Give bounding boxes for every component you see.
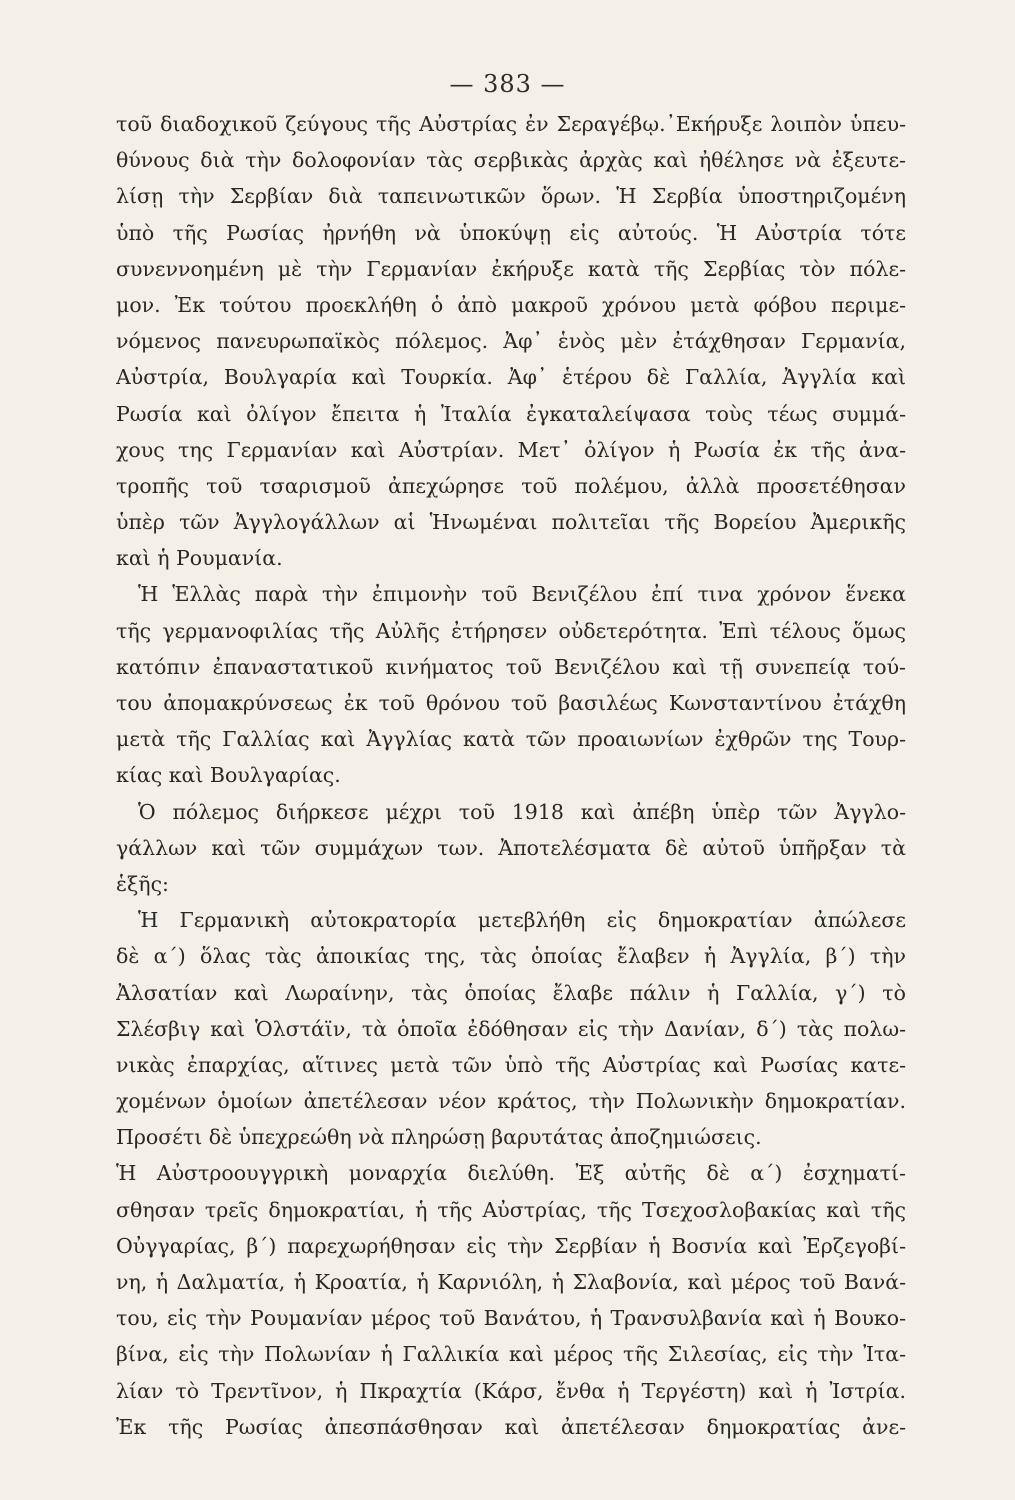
text-line: θύνους διὰ τὴν δολοφονίαν τὰς σερβικὰς ἀρχὰς καὶ ἠθέλησε νὰ ἐξευτε- (116, 148, 906, 173)
text-line: Ἐκ τῆς Ρωσίας ἀπεσπάσθησαν καὶ ἀπετέλεσαν δημοκρατίας ἀνε- (116, 1414, 906, 1439)
text-line: κίας καὶ Βουλγαρίας. (116, 763, 341, 788)
text-line: Οὐγγαρίας, β΄) παρεχωρήθησαν εἰς τὴν Σερβίαν ἡ Βοσνία καὶ Ἐρζεγοβί- (116, 1233, 906, 1258)
text-line: γάλλων καὶ τῶν συμμάχων των. Ἀποτελέσματα δὲ αὐτοῦ ὑπῆρξαν τὰ (116, 835, 906, 860)
text-line: νη, ἡ Δαλματία, ἡ Κροατία, ἡ Καρνιόλη, ἡ Σλαβονία, καὶ μέρος τοῦ Βανά- (116, 1270, 906, 1294)
text-line: δὲ α΄) ὅλας τὰς ἀποικίας της, τὰς ὁποίας ἔλαβεν ἡ Ἀγγλία, β΄) τὴν (116, 944, 906, 969)
text-line: Αὐστρία, Βουλγαρία καὶ Τουρκία. Ἀφ᾿ ἑτέρου δὲ Γαλλία, Ἀγγλία καὶ (116, 365, 906, 390)
text-line: Ἡ Αὐστροουγγρικὴ μοναρχία διελύθη. Ἐξ αὐτῆς δὲ α΄) ἐσχηματί- (116, 1161, 906, 1186)
text-line: τροπῆς τοῦ τσαρισμοῦ ἀπεχώρησε τοῦ πολέμου, ἀλλὰ προσετέθησαν (116, 473, 906, 498)
text-line: Ἡ Ἑλλὰς παρὰ τὴν ἐπιμονὴν τοῦ Βενιζέλου ἐπί τινα χρόνον ἕνεκα (138, 582, 906, 607)
text-line: χομένων ὁμοίων ἀπετέλεσαν νέον κράτος, τὴν Πολωνικὴν δημοκρατίαν. (116, 1089, 906, 1114)
text-line: ὑπὲρ τῶν Ἀγγλογάλλων αἱ Ἡνωμέναι πολιτεῖαι τῆς Βορείου Ἀμερικῆς (116, 510, 906, 535)
page-number: — 383 — (449, 70, 566, 98)
text-line: ὑπὸ τῆς Ρωσίας ἠρνήθη νὰ ὑποκύψῃ εἰς αὐτούς. Ἡ Αὐστρία τότε (116, 220, 906, 245)
text-line: Ρωσία καὶ ὀλίγον ἔπειτα ἡ Ἰταλία ἐγκαταλείψασα τοὺς τέως συμμά- (116, 401, 906, 426)
text-line: συνεννοημένη μὲ τὴν Γερμανίαν ἐκήρυξε κατὰ τῆς Σερβίας τὸν πόλε- (116, 256, 906, 281)
text-line: λίσῃ τὴν Σερβίαν διὰ ταπεινωτικῶν ὅρων. Ἡ Σερβία ὑποστηριζομένη (116, 184, 906, 209)
text-line: του, εἰς τὴν Ρουμανίαν μέρος τοῦ Βανάτου, ἡ Τρανσυλβανία καὶ ἡ Βουκο- (116, 1306, 906, 1331)
text-line: τοῦ διαδοχικοῦ ζεύγους τῆς Αὐστρίας ἐν Σεραγέβῳ.᾿Εκήρυξε λοιπὸν ὑπευ- (116, 112, 906, 136)
text-line: του ἀπομακρύνσεως ἐκ τοῦ θρόνου τοῦ βασιλέως Κωνσταντίνου ἐτάχθη (116, 691, 906, 715)
text-line: Σλέσβιγ καὶ Ὁλστάϊν, τὰ ὁποῖα ἐδόθησαν εἰς τὴν Δανίαν, δ΄) τὰς πολω- (116, 1016, 906, 1041)
text-line: ἑξῆς: (116, 871, 169, 896)
text-line: τῆς γερμανοφιλίας τῆς Αὐλῆς ἐτήρησεν οὐδετερότητα. Ἐπὶ τέλους ὅμως (116, 618, 906, 643)
text-line: νόμενος πανευρωπαϊκὸς πόλεμος. Ἀφ᾿ ἑνὸς μὲν ἐτάχθησαν Γερμανία, (116, 329, 906, 354)
text-line: λίαν τὸ Τρεντῖνον, ἡ Πκραχτία (Κάρσ, ἔνθα ἡ Τεργέστη) καὶ ἡ Ἰστρία. (116, 1378, 906, 1403)
text-line: Ὁ πόλεμος διήρκεσε μέχρι τοῦ 1918 καὶ ἀπέβη ὑπὲρ τῶν Ἀγγλο- (138, 799, 906, 824)
text-line: νικὰς ἐπαρχίας, αἵτινες μετὰ τῶν ὑπὸ τῆς Αὐστρίας καὶ Ρωσίας κατε- (116, 1052, 906, 1077)
text-line: χους της Γερμανίαν καὶ Αὐστρίαν. Μετ᾿ ὀλίγον ἡ Ρωσία ἐκ τῆς ἀνα- (116, 437, 906, 462)
text-line: Ἀλσατίαν καὶ Λωραίνην, τὰς ὁποίας ἔλαβε πάλιν ἡ Γαλλία, γ΄) τὸ (116, 980, 906, 1005)
text-line: καὶ ἡ Ρουμανία. (116, 546, 283, 571)
body-text (116, 106, 906, 1445)
text-line: κατόπιν ἐπαναστατικοῦ κινήματος τοῦ Βενιζέλου καὶ τῇ συνεπείᾳ τού- (116, 654, 906, 679)
text-line: Ἡ Γερμανικὴ αὐτοκρατορία μετεβλήθη εἰς δημοκρατίαν ἀπώλεσε (138, 908, 906, 933)
text-line: βίνα, εἰς τὴν Πολωνίαν ἡ Γαλλικία καὶ μέρος τῆς Σιλεσίας, εἰς τὴν Ἰτα- (116, 1342, 906, 1367)
text-line: σθησαν τρεῖς δημοκρατίαι, ἡ τῆς Αὐστρίας, τῆς Τσεχοσλοβακίας καὶ τῆς (116, 1197, 906, 1222)
text-line: μετὰ τῆς Γαλλίας καὶ Ἀγγλίας κατὰ τῶν προαιωνίων ἐχθρῶν της Τουρ- (116, 727, 906, 752)
text-line: Προσέτι δὲ ὑπεχρεώθη νὰ πληρώσῃ βαρυτάτας ἀποζημιώσεις. (116, 1125, 762, 1150)
text-line: μον. Ἐκ τούτου προεκλήθη ὁ ἀπὸ μακροῦ χρόνου μετὰ φόβου περιμε- (116, 292, 906, 317)
